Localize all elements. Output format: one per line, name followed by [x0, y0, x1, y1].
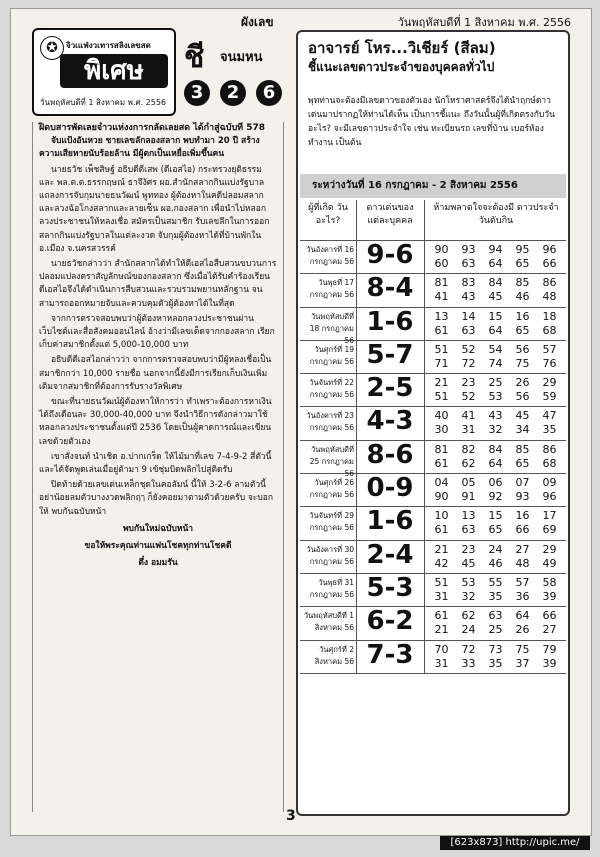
lucky-number: 56 [515, 390, 530, 404]
row-day: วันจันทร์ที่ 29 กรกฎาคม 56 [309, 511, 354, 533]
lucky-number: 66 [542, 609, 557, 623]
lucky-number: 71 [434, 356, 449, 370]
row-pair: 5-7 [366, 339, 414, 370]
lucky-number: 76 [542, 356, 557, 370]
badge-big: ชี [184, 40, 205, 75]
lucky-number: 64 [515, 609, 530, 623]
lucky-number: 65 [515, 323, 530, 337]
row-numbers [428, 409, 566, 437]
table-row [300, 507, 566, 540]
article-paragraph: ขณะที่นายธนวัฒน์ผู้ต้องหาให้การว่า ทำเพราะต้องการหาเงินได้ถึงเดือนละ 30,000-40,000 บาท จึงนำวิธีการดังกล่าวมาใช้หลอกลวงประชาชนตั้งแต่ปี 2536 โดยเป็นผู้คาดการณ์และเขียนเลขด้วยตัวเอง [39, 397, 272, 447]
issue-date: วันพฤหัสบดีที่ 1 สิงหาคม พ.ศ. 2556 [397, 16, 571, 29]
article-paragraph: อธิบดีดีเอสไอกล่าวว่า จากการตรวจสอบพบว่ามีผู้หลงเชื่อเป็นสมาชิกกว่า 10,000 รายชื่อ นอกจากนี้ยังมีการเรียกเก็บเงินเพิ่มเติมจากสมาชิกที่ต้องการรับรางวัลพิเศษ [39, 355, 272, 392]
page-number: 3 [286, 808, 296, 824]
lucky-badge [180, 34, 288, 112]
lucky-number: 83 [461, 276, 476, 290]
lucky-number: 09 [542, 476, 557, 490]
row-day: วันอังคารที่ 30 กรกฎาคม 56 [306, 544, 354, 566]
lucky-number: 39 [542, 589, 557, 603]
lucky-number: 90 [434, 490, 449, 504]
table-row [300, 407, 566, 440]
lucky-number: 58 [542, 575, 557, 589]
article-sign: พบกันใหม่ฉบับหน้า [122, 523, 194, 534]
lucky-number: 81 [434, 442, 449, 456]
lucky-number: 52 [461, 390, 476, 404]
row-pair: 2-5 [366, 373, 414, 404]
article-paragraph: เขาสั่งจนท์ นำเชิด อ.ปากเกร็ด ให้ไม้มาที่เลข 7-4-9-2 สี่ตัวนี้ และได้จัดพูดเล่นเมื่อยู่ต้ามา 9 เข้ชุ่มบิดพลิกไปสู่ติดรับ [39, 451, 272, 476]
lucky-number: 72 [461, 642, 476, 656]
lucky-number: 72 [461, 356, 476, 370]
lucky-number: 86 [542, 442, 557, 456]
lucky-number: 84 [488, 442, 503, 456]
table-row [300, 274, 566, 307]
lucky-number: 68 [542, 456, 557, 470]
lucky-number: 04 [434, 476, 449, 490]
lucky-number: 31 [434, 589, 449, 603]
table-row [300, 241, 566, 274]
lucky-number: 79 [542, 642, 557, 656]
lucky-number: 51 [434, 342, 449, 356]
lucky-number: 85 [515, 276, 530, 290]
lucky-number: 64 [488, 323, 503, 337]
lucky-number: 16 [515, 309, 530, 323]
lucky-number: 23 [461, 376, 476, 390]
lucky-number: 74 [488, 356, 503, 370]
lucky-number: 95 [515, 243, 530, 256]
lucky-number: 91 [461, 490, 476, 504]
lucky-number: 51 [434, 390, 449, 404]
lucky-number: 40 [434, 409, 449, 423]
row-pair: 9-6 [366, 240, 414, 270]
lucky-number: 24 [461, 623, 476, 637]
article-paragraph: จากการตรวจสอบพบว่าผู้ต้องหาหลอกลวงประชาชนผ่านเว็บไซต์และสื่อสังคมออนไลน์ อ้างว่ามีเลขเด็ดจากกองสลาก เรียกเก็บค่าสมาชิกตั้งแต่ 5,000-10,000 บาท [39, 313, 275, 351]
lucky-number: 32 [461, 589, 476, 603]
row-day: วันศุกร์ที่ 26 กรกฎาคม 56 [309, 478, 354, 500]
row-numbers [428, 509, 566, 537]
row-numbers [428, 643, 566, 671]
lucky-number: 62 [461, 609, 476, 623]
news-article [32, 122, 284, 812]
lucky-number: 35 [488, 589, 503, 603]
lucky-number: 15 [488, 509, 503, 523]
lucky-number: 49 [542, 556, 557, 570]
row-pair: 2-4 [366, 539, 414, 570]
lucky-number: 17 [542, 509, 557, 523]
table-header [300, 200, 566, 241]
article-paragraph: นายธวัชกล่าวว่า สำนักสลากได้ทำให้ดีเอสไอสืบสวนขบวนการปลอมแปลงตราสัญลักษณ์ของกองสลาก ซึ่งเมื่อได้รับคำร้องเรียน ดีเอสไอจึงได้ดำเนินการสืบสวนและรวบรวมพยานหลักฐาน จนสามารถออกหมายจับและควบคุมตัวผู้ต้องหาได้ในที่สุด [39, 259, 277, 309]
lucky-number: 41 [461, 409, 476, 423]
lucky-number: 53 [488, 390, 503, 404]
row-numbers [428, 543, 566, 571]
lucky-number: 75 [515, 356, 530, 370]
lucky-number: 54 [488, 342, 503, 356]
panel-subtitle: ชี้แนะเลขดาวประจำของบุคคลทั่วไป [308, 60, 495, 74]
article-sign: ขอให้พระคุณท่านแฟนโชคทุกท่านโชคดี [84, 541, 232, 552]
table-row [300, 541, 566, 574]
table-row [300, 474, 566, 507]
row-numbers [428, 376, 566, 404]
lucky-number: 25 [488, 623, 503, 637]
lucky-number: 61 [434, 523, 449, 537]
row-day: วันพฤหัสบดีที่ 1 สิงหาคม 56 [303, 611, 354, 633]
lucky-number: 33 [461, 656, 476, 670]
lucky-number: 66 [515, 523, 530, 537]
lucky-number: 18 [542, 309, 557, 323]
lucky-number: 45 [515, 409, 530, 423]
badge-digit: 3 [184, 80, 210, 106]
lucky-number: 84 [488, 276, 503, 290]
row-pair: 0-9 [366, 473, 414, 504]
lucky-number: 13 [461, 509, 476, 523]
lucky-number: 61 [434, 323, 449, 337]
lucky-number: 63 [461, 257, 476, 270]
seal-icon: ✪ [40, 36, 64, 60]
lucky-number: 48 [515, 556, 530, 570]
lucky-number: 69 [542, 523, 557, 537]
lucky-number: 43 [461, 290, 476, 304]
panel-title: อาจารย์ โหร...วิเชียร์ (สีลม) [308, 39, 496, 57]
lucky-number: 07 [515, 476, 530, 490]
row-pair: 7-3 [366, 639, 414, 670]
lucky-number: 21 [434, 376, 449, 390]
lucky-number: 81 [434, 276, 449, 290]
lucky-number: 43 [488, 409, 503, 423]
row-pair: 1-6 [366, 506, 414, 537]
image-host-footer[interactable]: [623x873] http://upic.me/ [440, 836, 590, 850]
row-numbers [428, 310, 566, 338]
logo-date: วันพฤหัสบดีที่ 1 สิงหาคม พ.ศ. 2556 [40, 98, 167, 107]
lucky-number: 64 [488, 257, 503, 270]
row-pair: 1-6 [366, 306, 414, 337]
row-day: วันพุธที่ 17 กรกฎาคม 56 [309, 278, 354, 300]
table-row [300, 641, 566, 674]
lucky-number: 65 [515, 456, 530, 470]
lucky-number: 56 [515, 342, 530, 356]
lucky-number: 60 [434, 257, 449, 270]
lottery-logo [32, 28, 176, 116]
lucky-number: 96 [542, 490, 557, 504]
lucky-number: 68 [542, 323, 557, 337]
lucky-number: 13 [434, 309, 449, 323]
lucky-number: 35 [542, 423, 557, 437]
table-row [300, 607, 566, 640]
lucky-number: 66 [542, 257, 557, 270]
row-day: วันอังคารที่ 16 กรกฎาคม 56 [306, 245, 354, 266]
logo-org: จิวเแฟ่งวเทารสลิงเลขสด [66, 41, 151, 50]
row-day: วันพฤหัสบดีที่ 18 กรกฎาคม 56 [309, 311, 354, 345]
lucky-number: 62 [461, 456, 476, 470]
lucky-number: 64 [488, 456, 503, 470]
lucky-number: 27 [542, 623, 557, 637]
lucky-number: 70 [434, 642, 449, 656]
lucky-number: 73 [488, 642, 503, 656]
row-day: วันพุธที่ 31 กรกฎาคม 56 [309, 577, 354, 599]
lucky-number: 35 [488, 656, 503, 670]
panel-intro: พุทท่านจะต้องมีเลขดาวของตัวเอง นักโหราศาสตร์จึงได้นำฤกษ์ดาวเด่นมาปรากฏให้ท่านได้เห็น เป็นการชี้แนะ ถึงวันนั้นผู้ที่เกิดตรงกับวันอะไร? จะมีเลขดาวประจำใจ เช่น ทะเบียนรถ เลขที่บ้าน เบอร์ห้องทำงาน เป็นต้น [308, 96, 555, 148]
article-paragraph: ปิดท้ายด้วยเลขเด่นเหล็กชุดในคอลัมน์ นี้ให้ 3-2-6 ลามตัวนี้อย่าน้อยลมตัวบางงวดพลิกฤๅ ก็ยังคอยมาตามตัวด้วยครับ จะบอกให้ พบกันฉบับหน้า [39, 480, 274, 517]
lucky-number: 92 [488, 490, 503, 504]
row-pair: 4-3 [366, 406, 414, 437]
row-pair: 8-4 [366, 273, 414, 304]
row-numbers [428, 476, 566, 504]
row-numbers [428, 276, 566, 304]
lucky-number: 06 [488, 476, 503, 490]
article-lead: จับแป้งอันหวย ชายเลขลักลองสลาก พบทำมา 20 ปี สร้างความเสียหายนับร้อยล้าน มีผู้ตกเป็นเหยื่อเพิ่มขึ้นคน [39, 136, 260, 160]
lucky-number: 25 [488, 376, 503, 390]
lucky-number: 82 [461, 442, 476, 456]
lucky-number: 26 [515, 376, 530, 390]
badge-caption: จนมหน [220, 50, 263, 65]
badge-digit: 2 [220, 80, 246, 106]
article-paragraph: นายธวัช เพ็ชสิษฐ์ อธิบดีดีเสพ (ดีเอสไอ) กระทรวงยุติธรรม และ พล.ต.ต.ธรรกฤษณ์ ธาจึงัศร ผอ.สำนักสลากกินแบ่งรัฐบาล แถลงการจับกุมนายธนวัฒน์ พูททอง ผู้ต้องหาในคดีปลอมสลากและลวงฉ้อโกงสลากและลายเซ็น ผอ.กองสลาก เพื่อนำไปหลอกลวงประชาชนให้หลงเชื่อ สมัครเป็นสมาชิก รับเลขลึกในการออกสลากกินแบ่งรัฐบาลในแต่ละงวด จับกุมผู้ต้องหาได้ที่บ้านพักใน อ.เมือง จ.นครสวรรค์ [39, 164, 270, 254]
lucky-number: 75 [515, 642, 530, 656]
table-row [300, 341, 566, 374]
row-pair: 6-2 [366, 606, 414, 637]
badge-digit: 6 [256, 80, 282, 106]
row-pair: 5-3 [366, 572, 414, 603]
table-row [300, 439, 566, 478]
lucky-number: 29 [542, 376, 557, 390]
lucky-number: 05 [461, 476, 476, 490]
lucky-number: 59 [542, 390, 557, 404]
lucky-number: 37 [515, 656, 530, 670]
lucky-number: 93 [461, 243, 476, 256]
table-row [300, 574, 566, 607]
lucky-number: 55 [488, 575, 503, 589]
lucky-number: 36 [515, 589, 530, 603]
lucky-number: 39 [542, 656, 557, 670]
lucky-number: 96 [542, 243, 557, 256]
row-day: วันพฤหัสบดีที่ 25 กรกฎาคม 56 [309, 444, 354, 478]
date-range: ระหว่างวันที่ 16 กรกฎาคม - 2 สิงหาคม 2556 [300, 174, 566, 198]
lucky-number: 30 [434, 423, 449, 437]
row-numbers [428, 576, 566, 604]
lucky-number: 85 [515, 442, 530, 456]
lucky-number: 94 [488, 243, 503, 256]
header-day: ผู้ที่เกิด วันอะไร? [308, 203, 348, 226]
lucky-number: 14 [461, 309, 476, 323]
row-day: วันจันทร์ที่ 22 กรกฎาคม 56 [309, 378, 354, 400]
table-row [300, 374, 566, 407]
lucky-number: 34 [515, 423, 530, 437]
article-sign: ตึ๋ง อมมรัน [138, 558, 178, 569]
number-table [300, 200, 566, 674]
lucky-number: 61 [434, 456, 449, 470]
lucky-number: 10 [434, 509, 449, 523]
row-day: วันศุกร์ที่ 2 สิงหาคม 56 [314, 644, 354, 666]
lucky-number: 27 [515, 542, 530, 556]
lucky-number: 31 [434, 656, 449, 670]
header-numbers: ห้ามพลาดใจจะต้องมี ดาวประจำวันดับกิน [433, 203, 559, 226]
lucky-number: 24 [488, 542, 503, 556]
lucky-number: 48 [542, 290, 557, 304]
row-numbers [428, 243, 566, 271]
lucky-number: 45 [461, 556, 476, 570]
lucky-number: 63 [461, 323, 476, 337]
paper-name: ผังเลข [241, 15, 274, 29]
lucky-number: 26 [515, 623, 530, 637]
row-numbers [428, 443, 566, 471]
lucky-number: 21 [434, 542, 449, 556]
header-pair: ดาวเด่นของ แต่ละบุคคล [366, 203, 414, 226]
lucky-number: 86 [542, 276, 557, 290]
table-row [300, 306, 566, 345]
row-day: วันอังคารที่ 23 กรกฎาคม 56 [306, 411, 354, 433]
lucky-number: 15 [488, 309, 503, 323]
lucky-number: 45 [488, 290, 503, 304]
lucky-number: 42 [434, 556, 449, 570]
lucky-number: 23 [461, 542, 476, 556]
row-numbers [428, 343, 566, 371]
lucky-number: 46 [515, 290, 530, 304]
lucky-number: 16 [515, 509, 530, 523]
article-headline: ฝิดบสารพัดเลยจำวแห่งงการกลัดเลยสด ได้กำสู่ฉบับที่ 578 [39, 123, 266, 133]
lucky-number: 57 [515, 575, 530, 589]
lucky-number: 46 [488, 556, 503, 570]
lucky-number: 51 [434, 575, 449, 589]
row-pair: 8-6 [366, 439, 414, 470]
lucky-number: 65 [488, 523, 503, 537]
lucky-number: 93 [515, 490, 530, 504]
lucky-number: 53 [461, 575, 476, 589]
lucky-number: 32 [488, 423, 503, 437]
lucky-number: 41 [434, 290, 449, 304]
lucky-number: 63 [488, 609, 503, 623]
astrology-panel [296, 30, 570, 816]
lucky-number: 61 [434, 609, 449, 623]
lucky-number: 47 [542, 409, 557, 423]
row-day: วันศุกร์ที่ 19 กรกฎาคม 56 [309, 344, 354, 366]
logo-word: พิเศษ [60, 54, 168, 88]
lucky-number: 21 [434, 623, 449, 637]
lucky-number: 65 [515, 257, 530, 270]
lucky-number: 57 [542, 342, 557, 356]
lucky-number: 63 [461, 523, 476, 537]
lucky-number: 52 [461, 342, 476, 356]
lucky-number: 90 [434, 243, 449, 256]
lucky-number: 31 [461, 423, 476, 437]
row-numbers [428, 609, 566, 637]
lucky-number: 29 [542, 542, 557, 556]
